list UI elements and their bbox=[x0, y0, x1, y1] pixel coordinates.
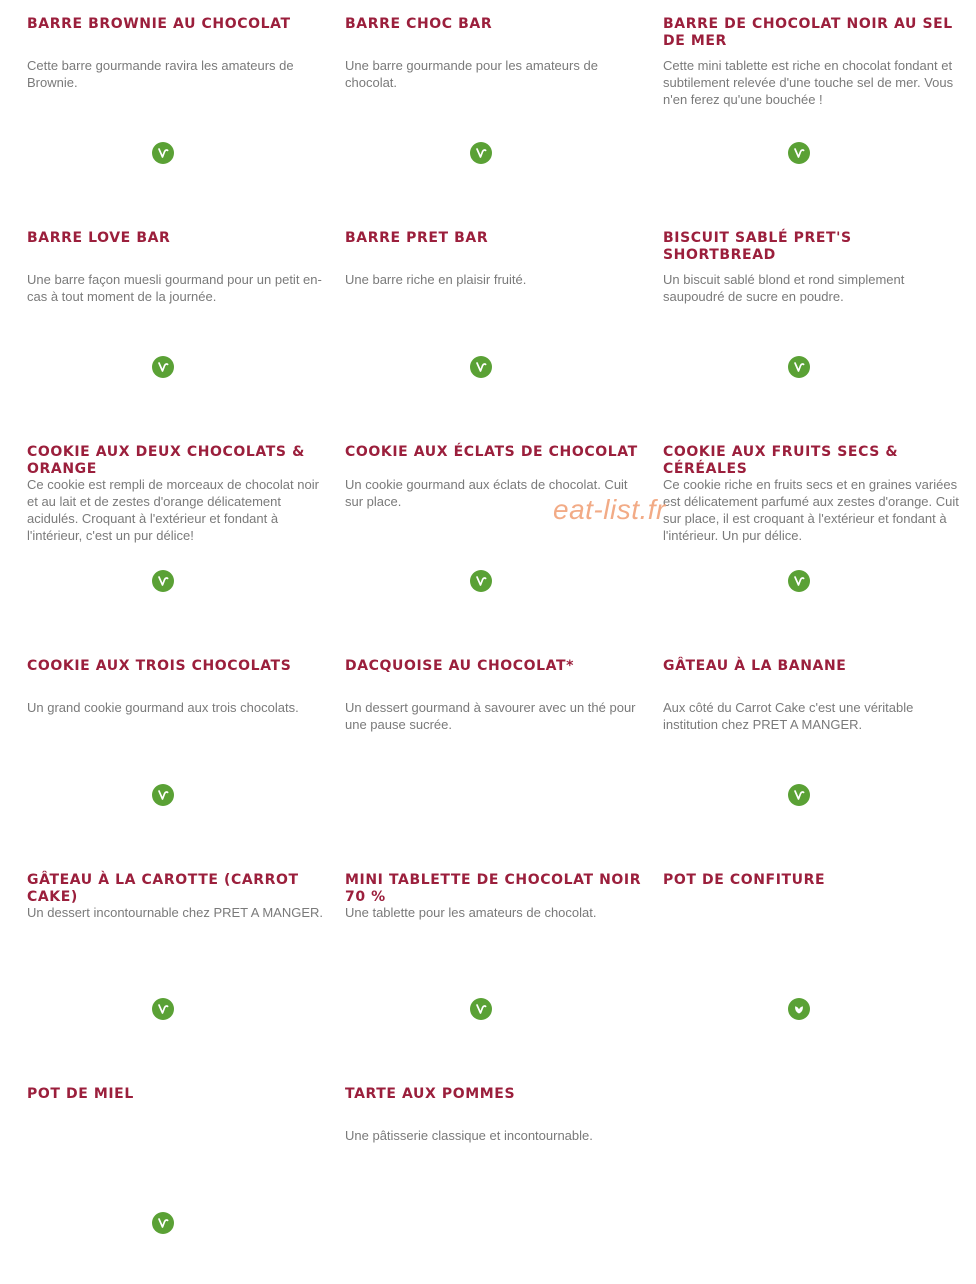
product-title: BARRE LOVE BAR bbox=[27, 230, 171, 246]
product-title: BARRE BROWNIE AU CHOCOLAT bbox=[27, 16, 291, 32]
vegetarian-icon bbox=[470, 142, 492, 164]
product-description: Ce cookie riche en fruits secs et en graines variées est délicatement parfumé aux zestes d'orange. Cuit sur place, il est croquant à l'extérieur et fondant à l'intérieur. Un pur délice. bbox=[663, 477, 959, 543]
product-description: Cette mini tablette est riche en chocolat fondant et subtilement relevée d'une touche sel de mer. Vous n'en ferez qu'une bouchée ! bbox=[663, 58, 954, 107]
vegetarian-icon bbox=[470, 998, 492, 1020]
product-title: COOKIE AUX DEUX CHOCOLATS & ORANGE bbox=[27, 444, 305, 477]
vegetarian-icon bbox=[152, 1212, 174, 1234]
product-card[interactable] bbox=[27, 428, 327, 642]
product-description: Un cookie gourmand aux éclats de chocolat. Cuit sur place. bbox=[345, 477, 628, 509]
product-title: GÂTEAU À LA BANANE bbox=[663, 658, 847, 674]
product-description: Une barre façon muesli gourmand pour un petit en-cas à tout moment de la journée. bbox=[27, 272, 322, 304]
product-description: Une barre gourmande pour les amateurs de chocolat. bbox=[345, 58, 598, 90]
product-description: Un biscuit sablé blond et rond simplement saupoudré de sucre en poudre. bbox=[663, 272, 905, 304]
product-title: POT DE MIEL bbox=[27, 1086, 134, 1102]
vegetarian-icon bbox=[470, 570, 492, 592]
vegetarian-icon bbox=[152, 998, 174, 1020]
product-card[interactable] bbox=[345, 1070, 645, 1284]
product-description: Ce cookie est rempli de morceaux de chocolat noir et au lait et de zestes d'orange délicatement acidulés. Croquant à l'extérieur et fondant à l'intérieur, c'est un pur délice! bbox=[27, 477, 319, 543]
product-description: Un grand cookie gourmand aux trois chocolats. bbox=[27, 700, 299, 715]
product-card[interactable] bbox=[345, 0, 645, 214]
product-card[interactable] bbox=[663, 428, 963, 642]
product-title: TARTE AUX POMMES bbox=[345, 1086, 516, 1102]
vegetarian-icon bbox=[788, 142, 810, 164]
product-description: Cette barre gourmande ravira les amateurs de Brownie. bbox=[27, 58, 294, 90]
product-card[interactable] bbox=[663, 642, 963, 856]
vegetarian-icon bbox=[152, 142, 174, 164]
product-card[interactable] bbox=[663, 214, 963, 428]
product-title: COOKIE AUX ÉCLATS DE CHOCOLAT bbox=[345, 444, 638, 460]
product-card[interactable] bbox=[345, 856, 645, 1070]
vegan-icon bbox=[788, 998, 810, 1020]
vegetarian-icon bbox=[470, 356, 492, 378]
product-card[interactable] bbox=[663, 0, 963, 214]
product-title: POT DE CONFITURE bbox=[663, 872, 826, 888]
product-card[interactable] bbox=[27, 1070, 327, 1284]
vegetarian-icon bbox=[788, 356, 810, 378]
product-card[interactable] bbox=[27, 214, 327, 428]
vegetarian-icon bbox=[152, 784, 174, 806]
product-card[interactable] bbox=[27, 856, 327, 1070]
product-description: Un dessert incontournable chez PRET A MANGER. bbox=[27, 905, 324, 920]
product-card[interactable] bbox=[345, 642, 645, 856]
product-description: Un dessert gourmand à savourer avec un thé pour une pause sucrée. bbox=[345, 700, 636, 732]
product-title: COOKIE AUX FRUITS SECS & CÉRÉALES bbox=[663, 444, 899, 477]
product-card[interactable] bbox=[27, 642, 327, 856]
product-card[interactable] bbox=[663, 856, 963, 1070]
vegetarian-icon bbox=[152, 356, 174, 378]
product-card[interactable] bbox=[27, 0, 327, 214]
product-title: MINI TABLETTE DE CHOCOLAT NOIR 70 % bbox=[345, 872, 642, 905]
product-title: BISCUIT SABLÉ PRET'S SHORTBREAD bbox=[663, 230, 852, 263]
product-description: Une tablette pour les amateurs de chocolat. bbox=[345, 905, 597, 920]
product-card[interactable] bbox=[345, 214, 645, 428]
vegetarian-icon bbox=[788, 570, 810, 592]
product-title: BARRE DE CHOCOLAT NOIR AU SEL DE MER bbox=[663, 16, 953, 49]
product-title: BARRE CHOC BAR bbox=[345, 16, 493, 32]
product-description: Une barre riche en plaisir fruité. bbox=[345, 272, 527, 287]
vegetarian-icon bbox=[788, 784, 810, 806]
watermark: eat-list.fr bbox=[553, 494, 666, 525]
product-description: Aux côté du Carrot Cake c'est une véritable institution chez PRET A MANGER. bbox=[663, 700, 914, 732]
product-title: GÂTEAU À LA CAROTTE (CARROT CAKE) bbox=[27, 872, 299, 905]
product-title: BARRE PRET BAR bbox=[345, 230, 489, 246]
product-title: COOKIE AUX TROIS CHOCOLATS bbox=[27, 658, 292, 674]
product-title: DACQUOISE AU CHOCOLAT* bbox=[345, 658, 575, 674]
product-card[interactable] bbox=[345, 428, 645, 642]
product-description: Une pâtisserie classique et incontournable. bbox=[345, 1128, 593, 1143]
vegetarian-icon bbox=[152, 570, 174, 592]
